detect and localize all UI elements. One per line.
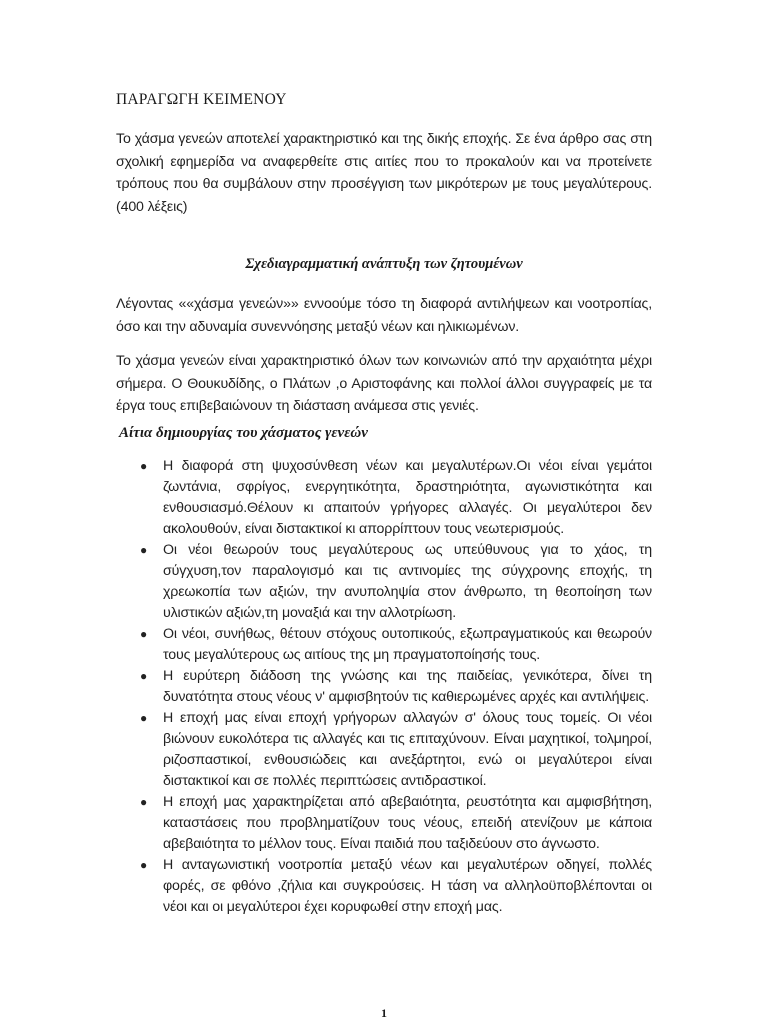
bullet-icon: ● (140, 459, 148, 473)
history-paragraph: Το χάσμα γενεών είναι χαρακτηριστικό όλων των κοινωνιών από την αρχαιότητα μέχρι σήμερα. Ο Θουκυδίδης, ο Πλάτων ,ο Αριστοφάνης και πολλοί άλλοι συγγραφείς με τα έργα τους επιβεβαιώνουν τη διάσταση ανάμεσα στις γενιές. (116, 353, 652, 414)
list-item (140, 624, 652, 666)
list-item-text: Η εποχή μας χαρακτηρίζεται από αβεβαιότητα, ρευστότητα και αμφισβήτηση, καταστάσεις που προβληματίζουν τους νέους, επειδή ατενίζουν με κάποια αβεβαιότητα το μέλλον τους. Είναι παιδιά που ταξιδεύουν στο άγνωστο. (163, 794, 652, 852)
list-item-text: Οι νέοι θεωρούν τους μεγαλύτερους ως υπεύθυνους για το χάος, τη σύγχυση,τον παραλογισμό και τις αντινομίες της σύγχρονης εποχής, τη χρεωκοπία των αξιών, την ανυποληψία στον άνθρωπο, τη θεοποίηση των υλιστικών αξιών,τη μοναξιά και την αλλοτρίωση. (163, 542, 652, 621)
list-item-text: Η ευρύτερη διάδοση της γνώσης και της παιδείας, γενικότερα, δίνει τη δυνατότητα στους νέους ν' αμφισβητούν τις καθιερωμένες αρχές και αντιλήψεις. (163, 668, 652, 705)
document-title: ΠΑΡΑΓΩΓΗ ΚΕΙΜΕΝΟΥ (116, 91, 287, 108)
list-item (140, 456, 652, 540)
outline-subheading: Σχεδιαγραμματική ανάπτυξη των ζητουμένων (245, 256, 523, 272)
list-item (140, 792, 652, 855)
list-item-text: Η διαφορά στη ψυχοσύνθεση νέων και μεγαλυτέρων.Οι νέοι είναι γεμάτοι ζωντάνια, σφρίγος, ενεργητικότητα, δραστηριότητα, αγωνιστικότητα και ενθουσιασμό.Θέλουν κι απαιτούν γρήγορες αλλαγές. Οι μεγαλύτεροι δεν ακολουθούν, είναι διστακτικοί κι απορρίπτουν τους νεωτερισμούς. (163, 458, 652, 537)
bullet-icon: ● (140, 627, 148, 641)
assignment-prompt: Το χάσμα γενεών αποτελεί χαρακτηριστικό και της δικής εποχής. Σε ένα άρθρο σας στη σχολική εφημερίδα να αναφερθείτε στις αιτίες που το προκαλούν και να προτείνετε τρόπους που θα συμβάλουν στην προσέγγιση των μικρότερων με τους μεγαλύτερους. (400 λέξεις) (116, 131, 652, 215)
list-item (140, 540, 652, 624)
bullet-icon: ● (140, 669, 148, 683)
list-item-text: Οι νέοι, συνήθως, θέτουν στόχους ουτοπικούς, εξωπραγματικούς και θεωρούν τους μεγαλύτερους ως αιτίους της μη πραγματοποίησής τους. (163, 626, 652, 663)
list-item (140, 855, 652, 918)
page-number: 1 (381, 1006, 387, 1020)
causes-list (140, 456, 652, 918)
bullet-icon: ● (140, 711, 148, 725)
definition-paragraph: Λέγοντας ««χάσμα γενεών»» εννοούμε τόσο τη διαφορά αντιλήψεων και νοοτροπίας, όσο και την αδυναμία συνεννόησης μεταξύ νέων και ηλικιωμένων. (116, 296, 652, 335)
list-item (140, 708, 652, 792)
list-item-text: Η εποχή μας είναι εποχή γρήγορων αλλαγών σ' όλους τους τομείς. Οι νέοι βιώνουν ευκολότερα τις αλλαγές και τις επιταχύνουν. Είναι μαχητικοί, τολμηροί, ριζοσπαστικοί, ενθουσιώδεις και ανεξάρτητοι, ενώ οι μεγαλύτεροι είναι διστακτικοί και σε πολλές περιπτώσεις αντιδραστικοί. (163, 710, 652, 789)
bullet-icon: ● (140, 795, 148, 809)
list-item (140, 666, 652, 708)
bullet-icon: ● (140, 543, 148, 557)
bullet-icon: ● (140, 858, 148, 872)
causes-heading: Αίτια δημιουργίας του χάσματος γενεών (119, 425, 368, 441)
list-item-text: Η ανταγωνιστική νοοτροπία μεταξύ νέων και μεγαλυτέρων οδηγεί, πολλές φορές, σε φθόνο ,ζήλια και συγκρούσεις. Η τάση να αλληλοϋποβλέπονται οι νέοι και οι μεγαλύτεροι έχει κορυφωθεί στην εποχή μας. (163, 857, 652, 915)
